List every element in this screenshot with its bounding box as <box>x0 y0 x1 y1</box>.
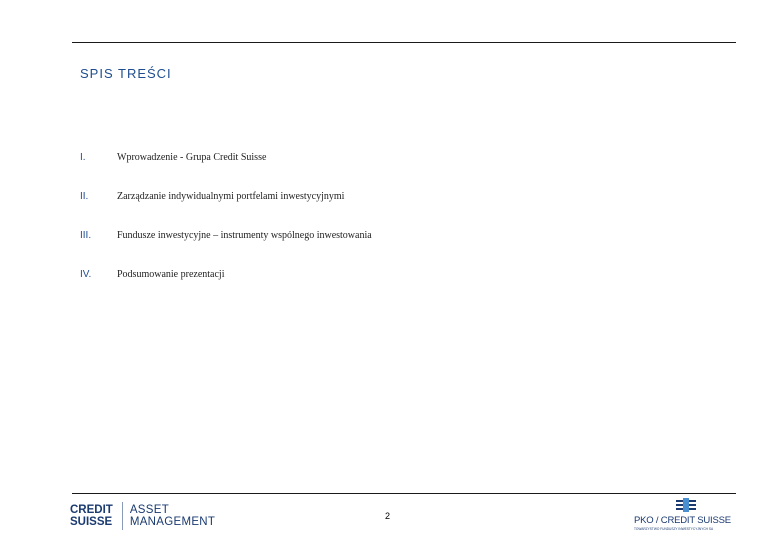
cs-brand-wordmark <box>70 502 113 530</box>
cs-division-line2: MANAGEMENT <box>129 516 216 528</box>
table-of-contents <box>80 152 580 308</box>
toc-number: I. <box>80 152 86 163</box>
cs-division-wordmark <box>130 502 215 530</box>
toc-item <box>80 152 580 191</box>
pko-tagline: TOWARZYSTWO FUNDUSZY INWESTYCYJNYCH SA <box>634 527 714 531</box>
cs-division-line1: ASSET <box>129 504 170 516</box>
toc-number: II. <box>80 191 89 202</box>
toc-text: Podsumowanie prezentacji <box>117 269 225 280</box>
toc-item <box>80 269 580 308</box>
bottom-rule <box>72 493 736 494</box>
toc-text: Wprowadzenie - Grupa Credit Suisse <box>117 152 267 163</box>
logo-separator <box>122 502 123 530</box>
credit-suisse-asset-management-logo <box>70 502 215 530</box>
top-rule <box>72 42 736 43</box>
pko-brand-name: PKO / CREDIT SUISSE <box>634 515 731 526</box>
toc-item <box>80 191 580 230</box>
toc-number: III. <box>80 230 92 241</box>
cs-brand-line2: SUISSE <box>70 516 113 528</box>
toc-text: Zarządzanie indywidualnymi portfelami inwestycyjnymi <box>117 191 345 202</box>
page-number: 2 <box>385 511 391 521</box>
toc-text: Fundusze inwestycyjne – instrumenty wspólnego inwestowania <box>117 230 372 241</box>
toc-item <box>80 230 580 269</box>
pko-credit-suisse-logo <box>632 498 742 534</box>
page-title: SPIS TREŚCI <box>80 66 172 81</box>
pko-emblem-icon <box>676 498 696 514</box>
cs-brand-line1: CREDIT <box>70 504 113 516</box>
toc-number: IV. <box>80 269 92 280</box>
